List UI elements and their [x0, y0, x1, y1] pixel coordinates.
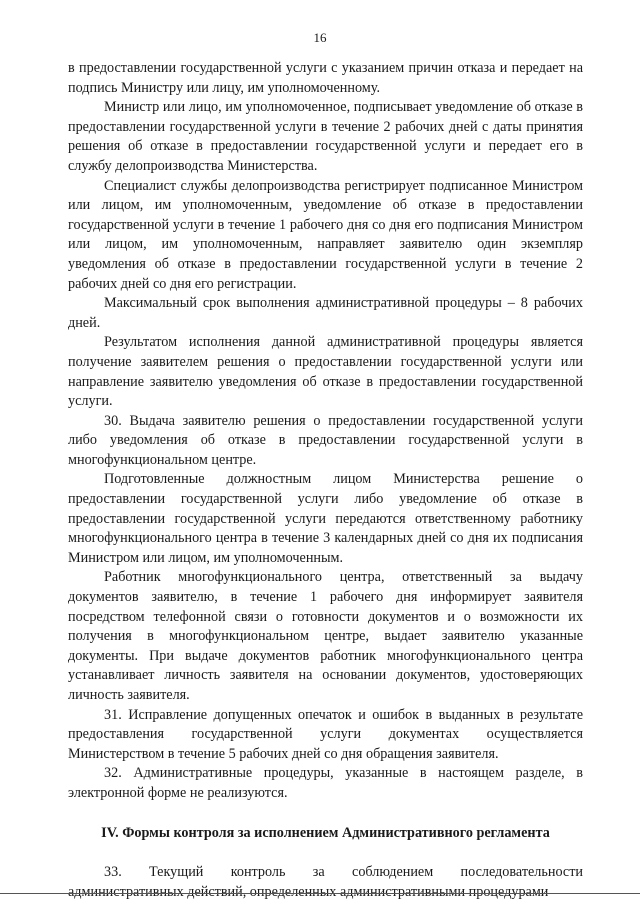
paragraph: Министр или лицо, им уполномоченное, подписывает уведомление об отказе в предоставлении государственной услуги в течение 2 рабочих дней с даты принятия решения об отказе в предоставлении государственной услуги и передает его в службу делопроизводства Министерства.	[68, 99, 583, 174]
paragraph: Максимальный срок выполнения административной процедуры – 8 рабочих дней.	[68, 295, 583, 331]
paragraph: Результатом исполнения данной административной процедуры является получение заявителем решения о предоставлении государственной услуги или направление заявителю уведомления об отказе в предоставлении государственной услуги.	[68, 334, 583, 410]
paragraph: 30. Выдача заявителю решения о предоставлении государственной услуги либо уведомления об отказе в предоставлении государственной услуги в многофункциональном центре.	[68, 412, 583, 468]
document-body	[68, 59, 583, 902]
paragraph: Специалист службы делопроизводства регистрирует подписанное Министром или лицом, им уполномоченным, уведомление об отказе в предоставлении государственной услуги в течение 1 рабочего дня со дня его подписания Министром или лицом, им уполномоченным, направляет заявителю один экземпляр уведомления об отказе в предоставлении государственной услуги в течение 2 рабочих дней со дня его регистрации.	[68, 177, 583, 292]
page-edge-divider	[0, 893, 640, 894]
paragraph: Работник многофункционального центра, ответственный за выдачу документов заявителю, в течение 1 рабочего дня информирует заявителя посредством телефонной связи о готовности документов и о возможности их получения в многофункциональном центре, выдает заявителю указанные документы. При выдаче документов работник многофункционального центра устанавливает личность заявителя на основании документов, удостоверяющих личность заявителя.	[68, 569, 583, 703]
paragraph: Подготовленные должностным лицом Министерства решение о предоставлении государственной услуги либо уведомление об отказе в предоставлении государственной услуги передаются ответственному работнику многофункционального центра в течение 3 календарных дней со дня их подписания Министром или лицом, им уполномоченным.	[68, 471, 583, 566]
paragraph: в предоставлении государственной услуги с указанием причин отказа и передает на подпись Министру или лицу, им уполномоченному.	[68, 60, 583, 96]
section-heading: IV. Формы контроля за исполнением Административного регламента	[101, 824, 550, 841]
paragraph: 31. Исправление допущенных опечаток и ошибок в выданных в результате предоставления государственной услуги документах осуществляется Министерством в течение 5 рабочих дней со дня обращения заявителя.	[68, 706, 583, 762]
page-number: 16	[313, 30, 327, 45]
paragraph: 32. Административные процедуры, указанные в настоящем разделе, в электронной форме не реализуются.	[68, 765, 583, 801]
paragraph: 33. Текущий контроль за соблюдением последовательности административных действий, определенных административными процедурами	[68, 864, 583, 900]
